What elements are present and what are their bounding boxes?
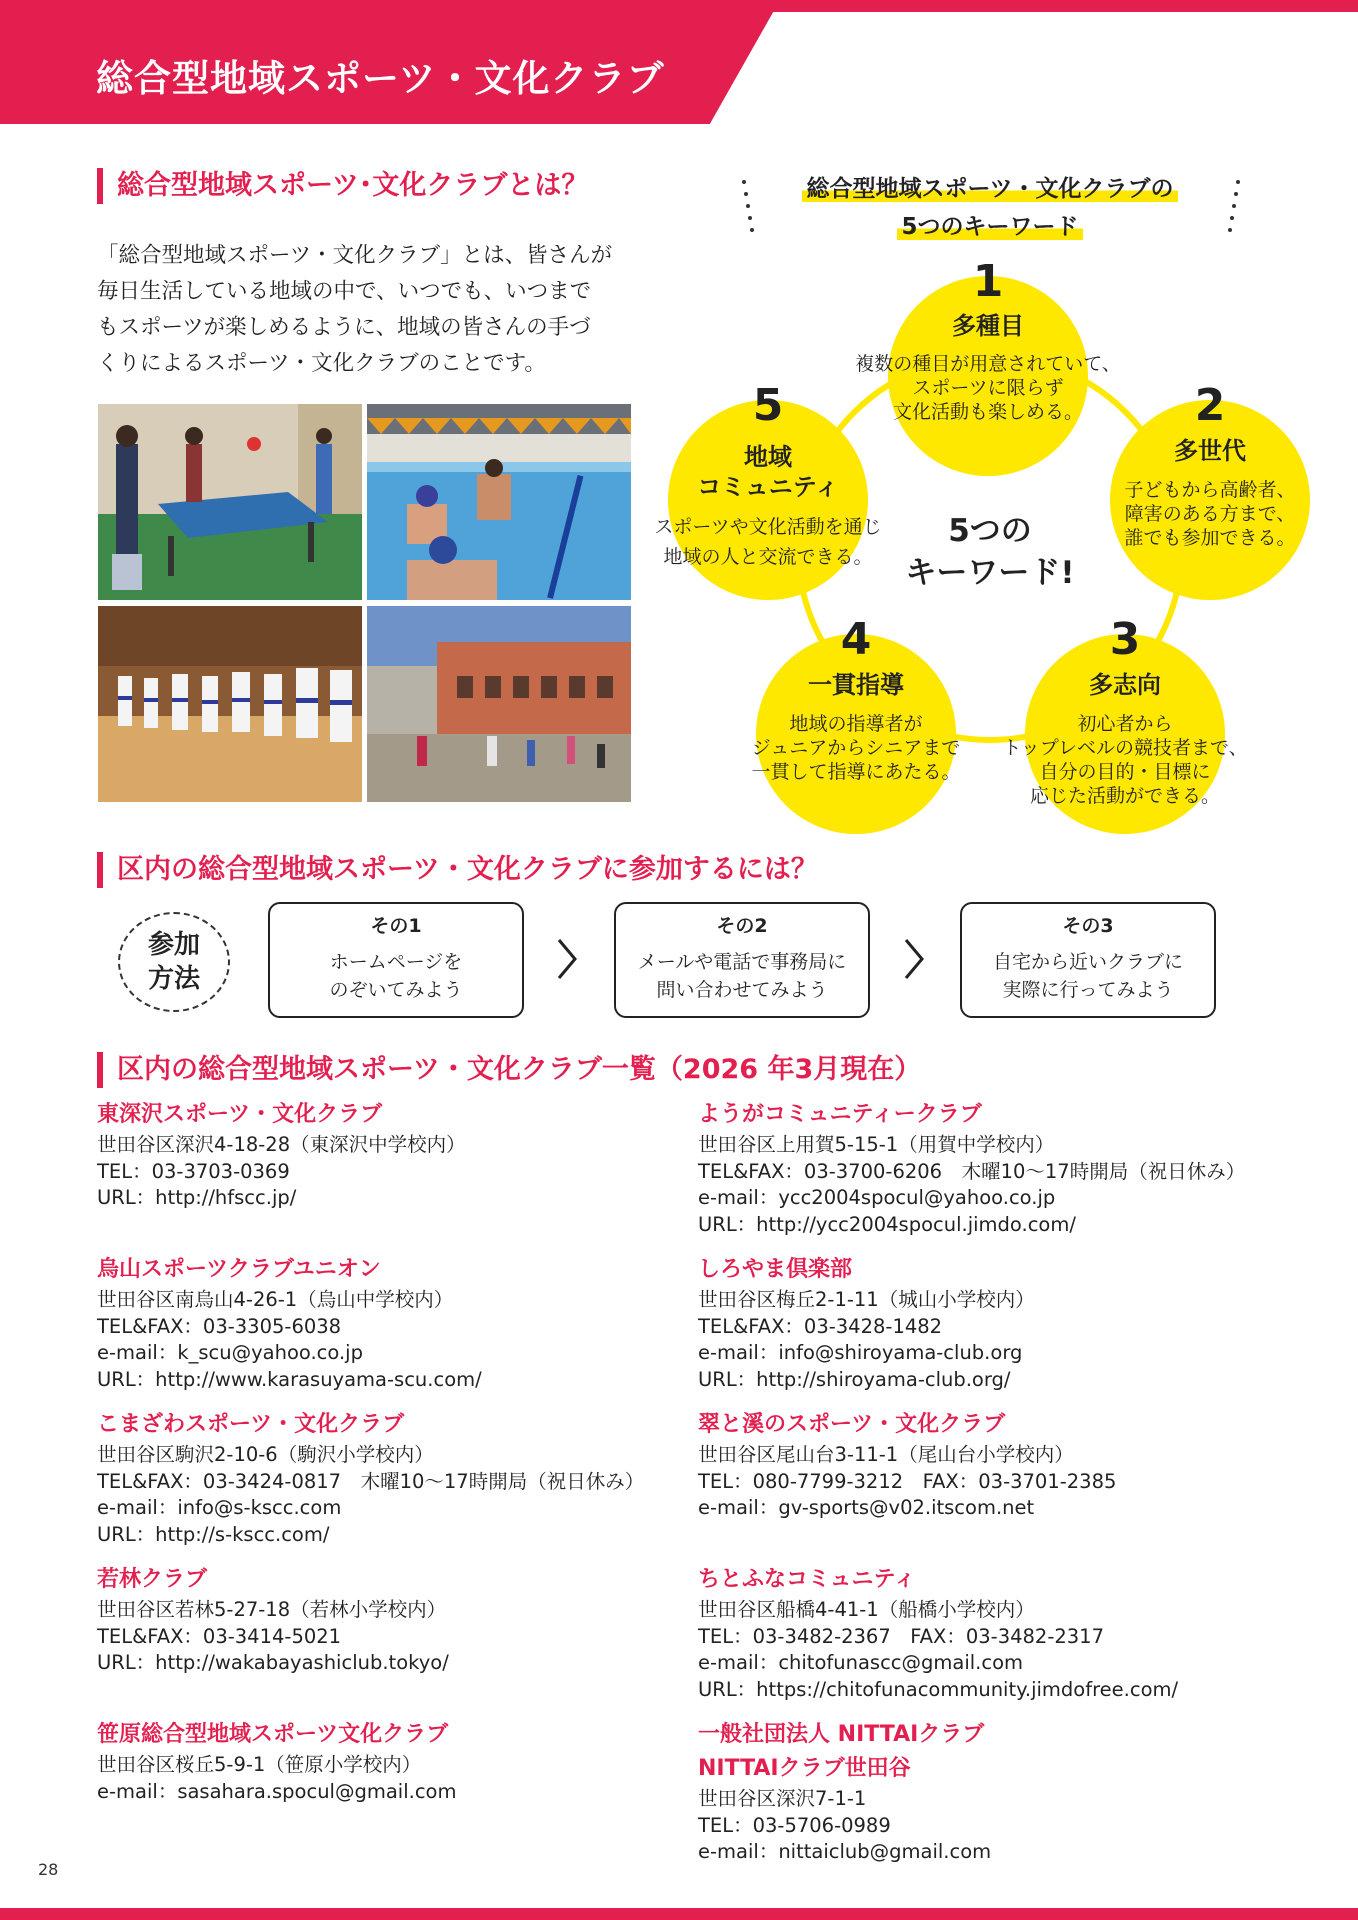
keywords-center-label (890, 510, 1090, 594)
club-name: しろやま倶楽部 (698, 1257, 853, 1282)
club-entry (97, 1098, 657, 1212)
club-info-line: TEL&FAX：03-3428-1482 (698, 1314, 943, 1338)
keyword-desc-4: 地域の指導者が ジュニアからシニアまで 一貫して指導にあたる。 (751, 713, 961, 783)
photo-karate (98, 606, 362, 802)
club-info-line: 世田谷区駒沢2-10-6（駒沢小学校内） (97, 1443, 434, 1466)
club-info-line: TEL&FAX：03-3424-0817 木曜10～17時開局（祝日休み） (97, 1469, 645, 1493)
chevron-right-icon (902, 936, 926, 982)
keyword-name-4: 一貫指導 (808, 671, 904, 699)
keyword-number-3: 3 (1109, 614, 1141, 665)
step-3-label: その3 (1062, 915, 1114, 937)
keyword-name-2: 多世代 (1174, 437, 1246, 465)
club-name: 笹原総合型地域スポーツ文化クラブ (97, 1722, 449, 1747)
club-info-line: e-mail：chitofunascc@gmail.com (698, 1651, 1024, 1674)
club-info-line: e-mail：info@shiroyama-club.org (698, 1341, 1023, 1364)
step-1-label: その1 (370, 915, 422, 937)
club-info-line: e-mail：info@s-kscc.com (97, 1496, 342, 1519)
keyword-number-5: 5 (752, 380, 784, 431)
club-info-line: 世田谷区梅丘2-1-11（城山小学校内） (698, 1288, 1035, 1311)
club-name: 一般社団法人 NITTAIクラブ (698, 1722, 985, 1747)
intro-line: くりによるスポーツ・文化クラブのことです。 (97, 351, 546, 376)
keyword-desc-2: 子どもから高齢者、 障害のある方まで、 誰でも参加できる。 (1124, 479, 1296, 549)
club-info-line: TEL&FAX：03-3700-6206 木曜10～17時開局（祝日休み） (698, 1159, 1246, 1183)
step-1-box (268, 902, 524, 1018)
chevron-right-icon (555, 936, 579, 982)
keyword-desc-3: 初心者から トップレベルの競技者まで、 自分の目的・目標に 応じた活動ができる。 (1002, 713, 1248, 807)
intro-line: 毎日生活している地域の中で、いつでも、いつまで (97, 279, 592, 304)
photo-swimming-pool (367, 404, 631, 600)
club-info-line: e-mail：gv-sports@v02.itscom.net (698, 1496, 1035, 1519)
club-info-line: TEL：03-5706-0989 (698, 1813, 891, 1837)
club-info-line: URL：http://ycc2004spocul.jimdo.com/ (698, 1212, 1076, 1236)
club-entry (97, 1718, 657, 1805)
keyword-name-5: 地域 コミュニティ (697, 443, 839, 501)
join-heading: 区内の総合型地域スポーツ・文化クラブに参加するには？ (97, 852, 818, 888)
page-number: 28 (38, 1860, 59, 1879)
step-2-label: その2 (716, 915, 768, 937)
club-entry (97, 1408, 657, 1548)
keywords-title-line2: 5つのキーワード (897, 214, 1082, 240)
club-info-line: TEL&FAX：03-3305-6038 (97, 1314, 342, 1338)
page-title: 総合型地域スポーツ・文化クラブ (96, 57, 665, 100)
club-info-line: TEL：03-3482-2367 FAX：03-3482-2317 (698, 1624, 1104, 1648)
club-name: こまざわスポーツ・文化クラブ (97, 1412, 405, 1437)
club-info-line: 世田谷区深沢4-18-28（東深沢中学校内） (97, 1133, 466, 1156)
keyword-desc-1: 複数の種目が用意されていて、 スポーツに限らず 文化活動も楽しめる。 (855, 353, 1121, 423)
club-name: 翠と溪のスポーツ・文化クラブ (698, 1412, 1006, 1437)
keyword-number-1: 1 (972, 256, 1004, 307)
keyword-name-3: 多志向 (1089, 671, 1161, 699)
club-info-line: e-mail：nittaiclub@gmail.com (698, 1840, 992, 1863)
keywords-title (740, 170, 1240, 246)
club-info-line: e-mail：sasahara.spocul@gmail.com (97, 1779, 457, 1803)
photo-school-yard (367, 606, 631, 802)
club-info-line: 世田谷区深沢7-1-1 (698, 1787, 867, 1810)
club-info-line: 世田谷区若林5-27-18（若林小学校内） (97, 1598, 447, 1621)
club-info-line: TEL&FAX：03-3414-5021 (97, 1624, 342, 1648)
intro-text (97, 238, 637, 382)
bottom-stripe (0, 1908, 1358, 1920)
club-name: ちとふなコミュニティ (698, 1567, 916, 1592)
keyword-number-4: 4 (840, 614, 872, 665)
club-info-line: 世田谷区尾山台3-11-1（尾山台小学校内） (698, 1443, 1074, 1466)
keyword-name-1: 多種目 (952, 312, 1024, 340)
club-entry (698, 1563, 1258, 1703)
club-info-line: e-mail：k_scu@yahoo.co.jp (97, 1341, 363, 1364)
club-name: ようがコミュニティークラブ (698, 1102, 982, 1127)
club-subname: NITTAIクラブ世田谷 (698, 1756, 911, 1781)
join-method-badge: 参加 方法 (118, 912, 230, 1012)
keyword-desc-5: スポーツや文化活動を通じ 地域の人と交流できる。 (654, 516, 882, 568)
club-info-line: URL：http://www.karasuyama-scu.com/ (97, 1367, 482, 1391)
club-info-line: 世田谷区桜丘5-9-1（笹原小学校内） (97, 1753, 422, 1776)
club-entry (97, 1253, 657, 1393)
club-info-line: 世田谷区南烏山4-26-1（烏山中学校内） (97, 1288, 454, 1311)
club-info-line: URL：http://shiroyama-club.org/ (698, 1367, 1011, 1391)
club-entry (698, 1098, 1258, 1238)
club-entry (698, 1253, 1258, 1393)
club-info-line: URL：http://hfscc.jp/ (97, 1186, 297, 1209)
intro-line: もスポーツが楽しめるように、地域の皆さんの手づ (97, 315, 591, 340)
photo-table-tennis (98, 404, 362, 600)
step-2-box (614, 902, 870, 1018)
club-info-line: 世田谷区上用賀5-15-1（用賀中学校内） (698, 1133, 1055, 1156)
step-3-text: 自宅から近いクラブに 実際に行ってみよう (992, 951, 1183, 1001)
club-info-line: e-mail：ycc2004spocul@yahoo.co.jp (698, 1186, 1056, 1209)
club-entry (698, 1408, 1258, 1522)
keywords-center-line2: キーワード! (905, 555, 1075, 591)
club-info-line: TEL：080-7799-3212 FAX：03-3701-2385 (698, 1469, 1117, 1493)
club-list-heading: 区内の総合型地域スポーツ・文化クラブ一覧（2026 年3月現在） (97, 1052, 921, 1088)
step-3-box (960, 902, 1216, 1018)
club-entry (698, 1718, 1258, 1866)
club-info-line: URL：https://chitofunacommunity.jimdofree.com/ (698, 1677, 1179, 1701)
intro-line: 「総合型地域スポーツ・文化クラブ」とは、皆さんが (97, 243, 613, 268)
about-heading: 総合型地域スポーツ･文化クラブとは？ (97, 168, 588, 204)
club-name: 烏山スポーツクラブユニオン (97, 1257, 381, 1282)
club-name: 東深沢スポーツ・文化クラブ (97, 1102, 383, 1127)
club-info-line: 世田谷区船橋4-41-1（船橋小学校内） (698, 1598, 1035, 1621)
club-info-line: URL：http://s-kscc.com/ (97, 1522, 330, 1546)
club-info-line: URL：http://wakabayashiclub.tokyo/ (97, 1651, 449, 1674)
keyword-number-2: 2 (1194, 380, 1226, 431)
keywords-title-line1: 総合型地域スポーツ・文化クラブの (802, 176, 1177, 202)
club-entry (97, 1563, 657, 1677)
club-name: 若林クラブ (97, 1567, 208, 1592)
club-info-line: TEL：03-3703-0369 (97, 1159, 290, 1183)
step-2-text: メールや電話で事務局に 問い合わせてみよう (637, 951, 847, 1001)
step-1-text: ホームページを のぞいてみよう (329, 951, 463, 1001)
keywords-center-line1: 5つの (948, 513, 1032, 549)
